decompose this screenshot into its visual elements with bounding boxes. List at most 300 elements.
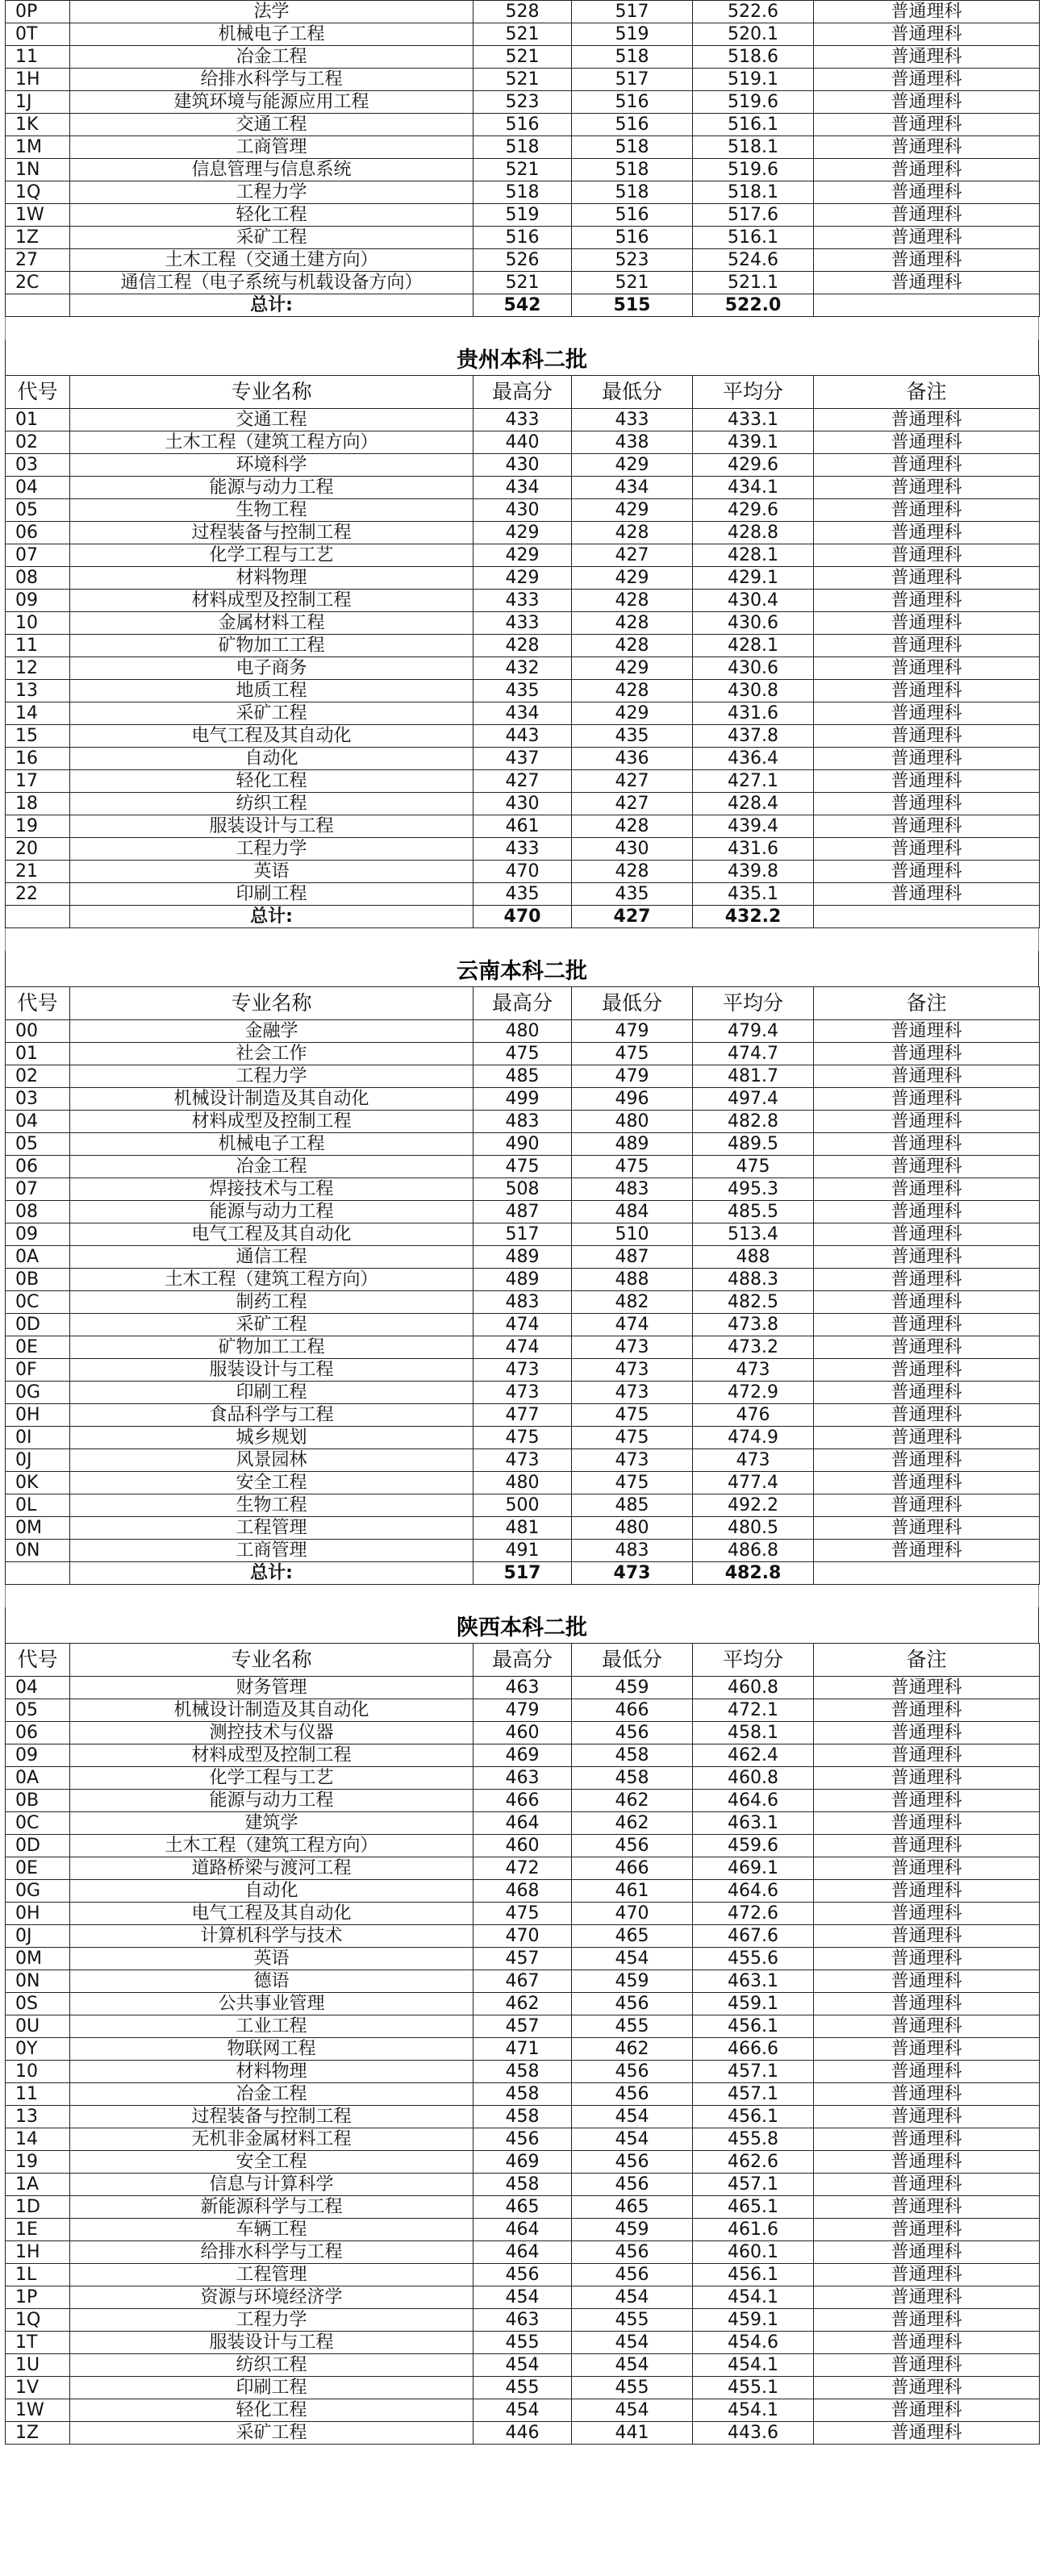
- avg-cell: 431.6: [693, 838, 814, 861]
- avg-cell: 522.6: [693, 1, 814, 23]
- max-cell: 433: [474, 409, 572, 431]
- major-cell: 专业名称: [70, 376, 474, 409]
- max-cell: 429: [474, 544, 572, 567]
- avg-cell: 519.6: [693, 91, 814, 114]
- table-row: [6, 1269, 1040, 1291]
- min-cell: 466: [572, 1699, 693, 1722]
- note-cell: 普通理科: [814, 181, 1040, 204]
- major-cell: 电气工程及其自动化: [70, 1903, 474, 1925]
- max-cell: 454: [474, 2399, 572, 2422]
- note-cell: 普通理科: [814, 2061, 1040, 2083]
- major-cell: 印刷工程: [70, 2377, 474, 2399]
- code-cell: 1E: [6, 2219, 70, 2241]
- min-cell: 428: [572, 522, 693, 544]
- major-cell: 生物工程: [70, 499, 474, 522]
- note-cell: 普通理科: [814, 657, 1040, 680]
- note-cell: 普通理科: [814, 91, 1040, 114]
- note-cell: 普通理科: [814, 2174, 1040, 2196]
- avg-cell: 520.1: [693, 23, 814, 46]
- avg-cell: 436.4: [693, 748, 814, 770]
- major-cell: 工程力学: [70, 181, 474, 204]
- avg-cell: 473.8: [693, 1314, 814, 1336]
- min-cell: 435: [572, 883, 693, 906]
- min-cell: 454: [572, 2354, 693, 2377]
- major-cell: 测控技术与仪器: [70, 1722, 474, 1744]
- code-cell: 09: [6, 590, 70, 612]
- max-cell: 454: [474, 2286, 572, 2309]
- note-cell: 普通理科: [814, 431, 1040, 454]
- max-cell: 479: [474, 1699, 572, 1722]
- code-cell: 10: [6, 612, 70, 635]
- max-cell: 473: [474, 1359, 572, 1382]
- note-cell: 普通理科: [814, 1857, 1040, 1880]
- code-cell: 1W: [6, 204, 70, 227]
- max-cell: 472: [474, 1857, 572, 1880]
- max-cell: 480: [474, 1472, 572, 1494]
- min-cell: 523: [572, 249, 693, 272]
- table-row: [6, 2422, 1040, 2445]
- code-cell: 1L: [6, 2264, 70, 2286]
- table-row: [6, 1178, 1040, 1201]
- code-cell: 0E: [6, 1336, 70, 1359]
- max-cell: 483: [474, 1291, 572, 1314]
- code-cell: 11: [6, 46, 70, 69]
- avg-cell: 477.4: [693, 1472, 814, 1494]
- avg-cell: 472.9: [693, 1382, 814, 1404]
- note-cell: 普通理科: [814, 2151, 1040, 2174]
- avg-cell: 433.1: [693, 409, 814, 431]
- min-cell: 454: [572, 2332, 693, 2354]
- min-cell: 516: [572, 91, 693, 114]
- section-spacer: [5, 1585, 1039, 1607]
- min-cell: 436: [572, 748, 693, 770]
- major-cell: 金属材料工程: [70, 612, 474, 635]
- code-cell: 0H: [6, 1404, 70, 1427]
- avg-cell: 430.6: [693, 612, 814, 635]
- note-cell: 普通理科: [814, 2015, 1040, 2038]
- max-cell: 489: [474, 1269, 572, 1291]
- note-cell: 普通理科: [814, 2377, 1040, 2399]
- major-cell: 信息与计算科学: [70, 2174, 474, 2196]
- avg-cell: 480.5: [693, 1517, 814, 1540]
- major-cell: 轻化工程: [70, 2399, 474, 2422]
- max-cell: 458: [474, 2106, 572, 2128]
- table-row: [6, 1767, 1040, 1790]
- section-table: [5, 375, 1040, 928]
- major-cell: 服装设计与工程: [70, 815, 474, 838]
- major-cell: 总计:: [70, 1562, 474, 1585]
- table-row: [6, 272, 1040, 294]
- table-row: [6, 159, 1040, 181]
- code-cell: 03: [6, 1088, 70, 1111]
- section-spacer: [5, 317, 1039, 340]
- note-cell: 普通理科: [814, 770, 1040, 793]
- min-cell: 470: [572, 1903, 693, 1925]
- min-cell: 485: [572, 1494, 693, 1517]
- top-table: [5, 0, 1040, 317]
- table-row: [6, 2354, 1040, 2377]
- major-cell: 化学工程与工艺: [70, 1767, 474, 1790]
- avg-cell: 475: [693, 1156, 814, 1178]
- table-row: [6, 1336, 1040, 1359]
- note-cell: 普通理科: [814, 204, 1040, 227]
- avg-cell: 519.6: [693, 159, 814, 181]
- note-cell: 普通理科: [814, 1382, 1040, 1404]
- total-row: [6, 906, 1040, 928]
- major-cell: 法学: [70, 1, 474, 23]
- code-cell: 0F: [6, 1359, 70, 1382]
- min-cell: 475: [572, 1404, 693, 1427]
- code-cell: 1Q: [6, 181, 70, 204]
- table-row: [6, 499, 1040, 522]
- note-cell: 普通理科: [814, 272, 1040, 294]
- min-cell: 475: [572, 1156, 693, 1178]
- note-cell: 普通理科: [814, 680, 1040, 702]
- major-cell: 环境科学: [70, 454, 474, 477]
- major-cell: 机械电子工程: [70, 1133, 474, 1156]
- min-cell: 456: [572, 1722, 693, 1744]
- total-row: [6, 294, 1040, 317]
- min-cell: 515: [572, 294, 693, 317]
- avg-cell: 464.6: [693, 1880, 814, 1903]
- avg-cell: 463.1: [693, 1812, 814, 1835]
- major-cell: 自动化: [70, 1880, 474, 1903]
- major-cell: 工程管理: [70, 2264, 474, 2286]
- max-cell: 432: [474, 657, 572, 680]
- code-cell: 0M: [6, 1948, 70, 1970]
- min-cell: 483: [572, 1178, 693, 1201]
- major-cell: 土木工程（建筑工程方向）: [70, 431, 474, 454]
- code-cell: 0B: [6, 1790, 70, 1812]
- major-cell: 能源与动力工程: [70, 1790, 474, 1812]
- code-cell: 07: [6, 544, 70, 567]
- table-row: [6, 1948, 1040, 1970]
- note-cell: 普通理科: [814, 2196, 1040, 2219]
- code-cell: 07: [6, 1178, 70, 1201]
- min-cell: 465: [572, 2196, 693, 2219]
- code-cell: 18: [6, 793, 70, 815]
- table-row: [6, 2128, 1040, 2151]
- min-cell: 454: [572, 2106, 693, 2128]
- code-cell: 03: [6, 454, 70, 477]
- table-row: [6, 1133, 1040, 1156]
- avg-cell: 524.6: [693, 249, 814, 272]
- min-cell: 475: [572, 1472, 693, 1494]
- max-cell: 443: [474, 725, 572, 748]
- code-cell: 05: [6, 1133, 70, 1156]
- min-cell: 454: [572, 1948, 693, 1970]
- major-cell: 专业名称: [70, 987, 474, 1020]
- code-cell: 13: [6, 680, 70, 702]
- note-cell: 普通理科: [814, 1767, 1040, 1790]
- table-row: [6, 1472, 1040, 1494]
- note-cell: 普通理科: [814, 1269, 1040, 1291]
- max-cell: 434: [474, 477, 572, 499]
- note-cell: 普通理科: [814, 612, 1040, 635]
- avg-cell: 459.1: [693, 1993, 814, 2015]
- max-cell: 458: [474, 2174, 572, 2196]
- min-cell: 516: [572, 227, 693, 249]
- avg-cell: 485.5: [693, 1201, 814, 1223]
- avg-cell: 469.1: [693, 1857, 814, 1880]
- code-cell: 04: [6, 1677, 70, 1699]
- avg-cell: 473: [693, 1359, 814, 1382]
- code-cell: 代号: [6, 987, 70, 1020]
- code-cell: 06: [6, 522, 70, 544]
- code-cell: 08: [6, 1201, 70, 1223]
- note-cell: 普通理科: [814, 499, 1040, 522]
- note-cell: 普通理科: [814, 409, 1040, 431]
- code-cell: 0N: [6, 1540, 70, 1562]
- note-cell: 普通理科: [814, 454, 1040, 477]
- table-row: [6, 612, 1040, 635]
- major-cell: 材料物理: [70, 2061, 474, 2083]
- note-cell: 普通理科: [814, 544, 1040, 567]
- note-cell: 普通理科: [814, 227, 1040, 249]
- max-cell: 542: [474, 294, 572, 317]
- min-cell: 456: [572, 1993, 693, 2015]
- max-cell: 456: [474, 2264, 572, 2286]
- table-row: [6, 1812, 1040, 1835]
- avg-cell: 516.1: [693, 227, 814, 249]
- avg-cell: 486.8: [693, 1540, 814, 1562]
- code-cell: 1T: [6, 2332, 70, 2354]
- table-row: [6, 2196, 1040, 2219]
- note-cell: [814, 906, 1040, 928]
- table-row: [6, 1382, 1040, 1404]
- min-cell: 473: [572, 1359, 693, 1382]
- avg-cell: 489.5: [693, 1133, 814, 1156]
- min-cell: 458: [572, 1744, 693, 1767]
- major-cell: 安全工程: [70, 1472, 474, 1494]
- major-cell: 土木工程（交通土建方向）: [70, 249, 474, 272]
- note-cell: 普通理科: [814, 1043, 1040, 1065]
- table-row: [6, 883, 1040, 906]
- code-cell: 1H: [6, 2241, 70, 2264]
- table-row: [6, 1880, 1040, 1903]
- note-cell: 普通理科: [814, 1404, 1040, 1427]
- avg-cell: 459.1: [693, 2309, 814, 2332]
- max-cell: 433: [474, 838, 572, 861]
- avg-cell: 482.8: [693, 1111, 814, 1133]
- max-cell: 463: [474, 1767, 572, 1790]
- table-row: [6, 1201, 1040, 1223]
- table-row: [6, 2332, 1040, 2354]
- code-cell: [6, 1562, 70, 1585]
- table-row: [6, 1699, 1040, 1722]
- note-cell: 普通理科: [814, 1677, 1040, 1699]
- note-cell: 普通理科: [814, 159, 1040, 181]
- note-cell: 普通理科: [814, 477, 1040, 499]
- table-row: [6, 544, 1040, 567]
- major-cell: 给排水科学与工程: [70, 2241, 474, 2264]
- table-row: [6, 249, 1040, 272]
- table-row: [6, 1111, 1040, 1133]
- min-cell: 456: [572, 2061, 693, 2083]
- major-cell: 纺织工程: [70, 793, 474, 815]
- avg-cell: 474.9: [693, 1427, 814, 1449]
- table-row: [6, 409, 1040, 431]
- code-cell: 1N: [6, 159, 70, 181]
- max-cell: 463: [474, 2309, 572, 2332]
- code-cell: 0T: [6, 23, 70, 46]
- table-row: [6, 1020, 1040, 1043]
- code-cell: 11: [6, 635, 70, 657]
- code-cell: 0A: [6, 1767, 70, 1790]
- major-cell: 轻化工程: [70, 204, 474, 227]
- note-cell: [814, 1562, 1040, 1585]
- note-cell: 普通理科: [814, 2128, 1040, 2151]
- major-cell: 冶金工程: [70, 46, 474, 69]
- major-cell: 机械设计制造及其自动化: [70, 1699, 474, 1722]
- max-cell: 458: [474, 2061, 572, 2083]
- table-row: [6, 1223, 1040, 1246]
- min-cell: 429: [572, 702, 693, 725]
- code-cell: 1V: [6, 2377, 70, 2399]
- section-title: 陕西本科二批: [5, 1607, 1039, 1643]
- major-cell: 材料成型及控制工程: [70, 590, 474, 612]
- major-cell: 机械电子工程: [70, 23, 474, 46]
- code-cell: 05: [6, 499, 70, 522]
- max-cell: 468: [474, 1880, 572, 1903]
- code-cell: 0G: [6, 1382, 70, 1404]
- avg-cell: 429.6: [693, 499, 814, 522]
- note-cell: 普通理科: [814, 2309, 1040, 2332]
- note-cell: 普通理科: [814, 2332, 1040, 2354]
- max-cell: 440: [474, 431, 572, 454]
- min-cell: 521: [572, 272, 693, 294]
- major-cell: 金融学: [70, 1020, 474, 1043]
- max-cell: 521: [474, 159, 572, 181]
- code-cell: 0E: [6, 1857, 70, 1880]
- max-cell: 475: [474, 1427, 572, 1449]
- code-cell: 0I: [6, 1427, 70, 1449]
- max-cell: 491: [474, 1540, 572, 1562]
- note-cell: 普通理科: [814, 2264, 1040, 2286]
- min-cell: 459: [572, 1970, 693, 1993]
- major-cell: 物联网工程: [70, 2038, 474, 2061]
- avg-cell: 462.6: [693, 2151, 814, 2174]
- min-cell: 最低分: [572, 987, 693, 1020]
- max-cell: 475: [474, 1043, 572, 1065]
- table-row: [6, 1494, 1040, 1517]
- avg-cell: 429.1: [693, 567, 814, 590]
- min-cell: 518: [572, 46, 693, 69]
- min-cell: 473: [572, 1562, 693, 1585]
- avg-cell: 平均分: [693, 376, 814, 409]
- code-cell: 1A: [6, 2174, 70, 2196]
- section-title: 贵州本科二批: [5, 340, 1039, 375]
- major-cell: 材料成型及控制工程: [70, 1111, 474, 1133]
- max-cell: 474: [474, 1336, 572, 1359]
- max-cell: 433: [474, 612, 572, 635]
- table-row: [6, 1925, 1040, 1948]
- min-cell: 462: [572, 2038, 693, 2061]
- header-row: [6, 1644, 1040, 1677]
- avg-cell: 473: [693, 1449, 814, 1472]
- table-row: [6, 1043, 1040, 1065]
- table-row: [6, 1790, 1040, 1812]
- note-cell: 普通理科: [814, 1472, 1040, 1494]
- table-row: [6, 1427, 1040, 1449]
- min-cell: 429: [572, 454, 693, 477]
- note-cell: 普通理科: [814, 114, 1040, 136]
- avg-cell: 455.8: [693, 2128, 814, 2151]
- major-cell: 化学工程与工艺: [70, 544, 474, 567]
- avg-cell: 458.1: [693, 1722, 814, 1744]
- max-cell: 428: [474, 635, 572, 657]
- major-cell: 交通工程: [70, 409, 474, 431]
- avg-cell: 465.1: [693, 2196, 814, 2219]
- table-row: [6, 770, 1040, 793]
- avg-cell: 518.6: [693, 46, 814, 69]
- max-cell: 最高分: [474, 987, 572, 1020]
- min-cell: 474: [572, 1314, 693, 1336]
- max-cell: 433: [474, 590, 572, 612]
- code-cell: 1Q: [6, 2309, 70, 2332]
- code-cell: 0U: [6, 2015, 70, 2038]
- section-title: 云南本科二批: [5, 951, 1039, 986]
- note-cell: 普通理科: [814, 1133, 1040, 1156]
- avg-cell: 521.1: [693, 272, 814, 294]
- avg-cell: 439.8: [693, 861, 814, 883]
- table-row: [6, 2015, 1040, 2038]
- min-cell: 479: [572, 1065, 693, 1088]
- avg-cell: 482.5: [693, 1291, 814, 1314]
- table-row: [6, 2151, 1040, 2174]
- code-cell: 0M: [6, 1517, 70, 1540]
- code-cell: 12: [6, 657, 70, 680]
- max-cell: 470: [474, 906, 572, 928]
- max-cell: 466: [474, 1790, 572, 1812]
- code-cell: 2C: [6, 272, 70, 294]
- major-cell: 食品科学与工程: [70, 1404, 474, 1427]
- note-cell: 普通理科: [814, 1, 1040, 23]
- note-cell: 普通理科: [814, 838, 1040, 861]
- min-cell: 456: [572, 1835, 693, 1857]
- avg-cell: 488: [693, 1246, 814, 1269]
- section-spacer: [5, 928, 1039, 951]
- min-cell: 484: [572, 1201, 693, 1223]
- major-cell: 工程力学: [70, 1065, 474, 1088]
- max-cell: 474: [474, 1314, 572, 1336]
- note-cell: 普通理科: [814, 2219, 1040, 2241]
- avg-cell: 427.1: [693, 770, 814, 793]
- min-cell: 434: [572, 477, 693, 499]
- avg-cell: 472.6: [693, 1903, 814, 1925]
- major-cell: 能源与动力工程: [70, 1201, 474, 1223]
- max-cell: 500: [474, 1494, 572, 1517]
- note-cell: 普通理科: [814, 567, 1040, 590]
- note-cell: 普通理科: [814, 2399, 1040, 2422]
- table-row: [6, 114, 1040, 136]
- note-cell: 普通理科: [814, 702, 1040, 725]
- major-cell: 电气工程及其自动化: [70, 1223, 474, 1246]
- note-cell: 普通理科: [814, 1065, 1040, 1088]
- avg-cell: 平均分: [693, 987, 814, 1020]
- code-cell: 02: [6, 1065, 70, 1088]
- code-cell: 0N: [6, 1970, 70, 1993]
- note-cell: 普通理科: [814, 1336, 1040, 1359]
- major-cell: 采矿工程: [70, 227, 474, 249]
- table-row: [6, 1088, 1040, 1111]
- note-cell: 普通理科: [814, 1111, 1040, 1133]
- note-cell: 普通理科: [814, 1427, 1040, 1449]
- max-cell: 475: [474, 1903, 572, 1925]
- max-cell: 490: [474, 1133, 572, 1156]
- min-cell: 455: [572, 2377, 693, 2399]
- min-cell: 489: [572, 1133, 693, 1156]
